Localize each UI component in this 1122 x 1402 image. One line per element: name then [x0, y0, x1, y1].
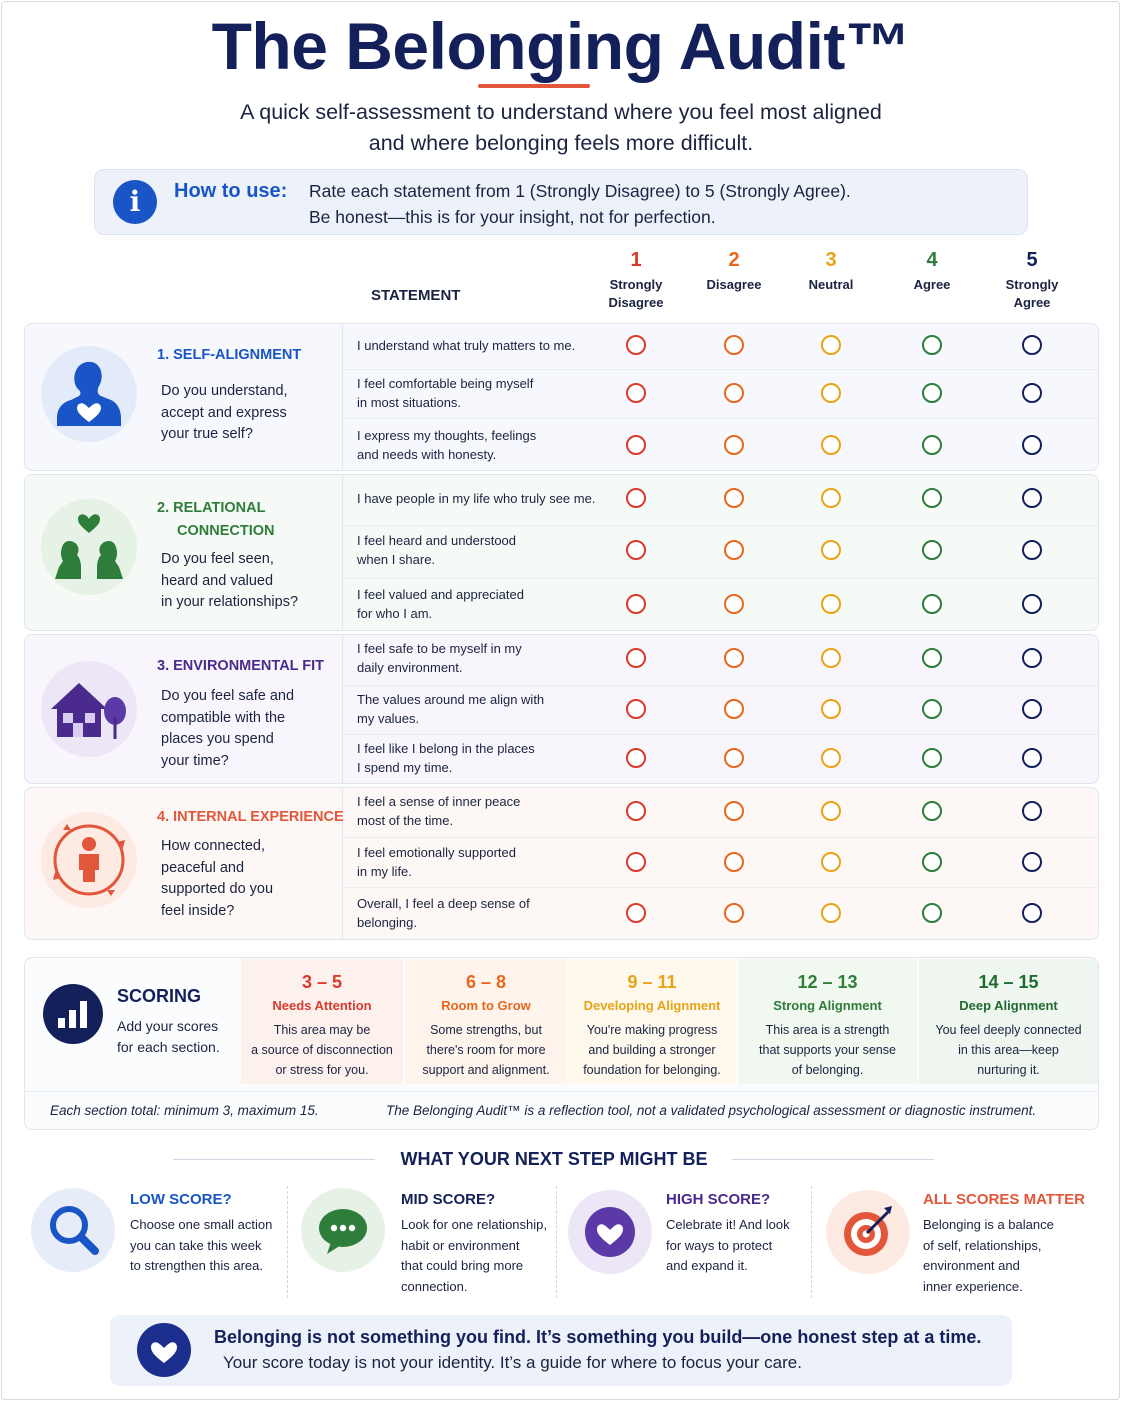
- rating-radio-4[interactable]: [922, 540, 942, 560]
- score-band-description-line: This area may be: [273, 1023, 371, 1037]
- description-line: Do you feel safe and: [161, 688, 295, 704]
- house-tree-icon: [41, 661, 137, 757]
- rating-radio-5[interactable]: [1022, 488, 1042, 508]
- score-band-description-line: in this area—keep: [958, 1043, 1059, 1057]
- next-step-line: you can take this week: [130, 1237, 262, 1253]
- statement-line: I have people in my life who truly see me.: [357, 491, 596, 506]
- next-step-line: to strengthen this area.: [130, 1258, 263, 1273]
- row-divider: [342, 369, 1098, 370]
- rating-radio-1[interactable]: [626, 435, 646, 455]
- rating-radio-1[interactable]: [626, 648, 646, 668]
- statement-line: I feel comfortable being myself: [357, 376, 534, 391]
- rating-radio-4[interactable]: [922, 748, 942, 768]
- rating-radio-3[interactable]: [821, 540, 841, 560]
- statement-line: The values around me align with: [357, 692, 545, 707]
- high-score-text: [666, 1215, 790, 1277]
- score-band-description-line: there's room for more: [426, 1043, 546, 1057]
- description-line: Do you understand,: [161, 383, 288, 399]
- score-band-description-line: of belonging.: [791, 1063, 864, 1077]
- section-total-note: Each section total: minimum 3, maximum 15.: [50, 1103, 319, 1118]
- next-steps-title: WHAT YOUR NEXT STEP MIGHT BE: [400, 1149, 708, 1169]
- how-to-use-line-1: Rate each statement from 1 (Strongly Disagree) to 5 (Strongly Agree).: [309, 181, 851, 201]
- statement-line: most of the time.: [357, 813, 454, 828]
- subtitle-line-2: and where belonging feels more difficult.: [368, 131, 754, 155]
- rating-radio-5[interactable]: [1022, 435, 1042, 455]
- rating-radio-4[interactable]: [922, 699, 942, 719]
- score-band-description-line: You feel deeply connected: [935, 1023, 1082, 1037]
- statement-text: [357, 336, 575, 355]
- next-step-line: Choose one small action: [130, 1217, 273, 1232]
- next-step-line: Celebrate it! And look: [666, 1217, 790, 1232]
- heart-icon: [137, 1323, 191, 1377]
- statement-line: I feel emotionally supported: [357, 845, 516, 860]
- statement-line: in my life.: [357, 864, 412, 879]
- description-line: compatible with the: [161, 709, 286, 726]
- description-line: in your relationships?: [161, 594, 299, 610]
- section-title-line: CONNECTION: [177, 523, 275, 539]
- next-steps-divider: [811, 1186, 812, 1298]
- rating-radio-4[interactable]: [922, 488, 942, 508]
- statement-line: in most situations.: [357, 395, 462, 410]
- rating-radio-5[interactable]: [1022, 594, 1042, 614]
- all-scores-heading: ALL SCORES MATTER: [923, 1191, 1085, 1208]
- score-band-description-line: and building a stronger: [588, 1043, 716, 1057]
- rating-radio-2[interactable]: [724, 488, 744, 508]
- person-cycle-icon: [41, 812, 137, 908]
- section-icon-circle: [41, 812, 137, 908]
- score-range: 9 – 11: [627, 972, 677, 992]
- rating-radio-2[interactable]: [724, 335, 744, 355]
- rating-column-4: [882, 249, 982, 294]
- heart-icon: [568, 1190, 652, 1274]
- info-icon: i: [113, 180, 157, 224]
- score-band-description: [568, 1020, 736, 1080]
- rating-radio-3[interactable]: [821, 488, 841, 508]
- score-band-description-line: a source of disconnection: [251, 1043, 393, 1057]
- rating-radio-5[interactable]: [1022, 648, 1042, 668]
- rating-label: [982, 276, 1082, 312]
- score-band-description-line: You're making progress: [586, 1023, 718, 1037]
- row-divider: [342, 685, 1098, 686]
- how-to-use-line-2: Be honest—this is for your insight, not for perfection.: [309, 206, 716, 227]
- rating-radio-3[interactable]: [821, 594, 841, 614]
- closing-message-headline: Belonging is not something you find. It’s something you build—one honest step at a time.: [214, 1327, 982, 1347]
- rating-radio-5[interactable]: [1022, 540, 1042, 560]
- rating-label: [684, 276, 784, 294]
- low-score-text: [130, 1215, 272, 1277]
- description-line: your time?: [161, 752, 229, 769]
- rating-radio-5[interactable]: [1022, 748, 1042, 768]
- magnifier-icon: [31, 1188, 115, 1272]
- section-description: [161, 381, 288, 446]
- section-title: [157, 497, 274, 543]
- next-step-line: inner experience.: [923, 1278, 1023, 1294]
- next-steps-divider: [287, 1186, 288, 1298]
- statement-line: my values.: [357, 711, 420, 726]
- statement-line: I feel heard and understood: [357, 533, 517, 548]
- score-band-description-line: support and alignment.: [422, 1063, 550, 1077]
- score-band: [241, 959, 403, 1084]
- rating-radio-3[interactable]: [821, 699, 841, 719]
- score-band-description-line: nurturing it.: [977, 1063, 1040, 1077]
- mid-score-heading: MID SCORE?: [401, 1191, 496, 1208]
- rating-radio-4[interactable]: [922, 594, 942, 614]
- statement-text: [357, 489, 595, 508]
- rating-radio-2[interactable]: [724, 748, 744, 768]
- score-range: 3 – 5: [301, 972, 343, 992]
- next-step-line: Look for one relationship,: [401, 1217, 547, 1232]
- score-band-description-line: or stress for you.: [275, 1063, 369, 1077]
- statement-text: [357, 585, 524, 623]
- rating-label-line: Disagree: [706, 277, 762, 292]
- rating-radio-4[interactable]: [922, 801, 942, 821]
- rating-radio-1[interactable]: [626, 699, 646, 719]
- all-scores-text: [923, 1215, 1054, 1297]
- rating-radio-3[interactable]: [821, 903, 841, 923]
- rating-radio-3[interactable]: [821, 383, 841, 403]
- rating-radio-1[interactable]: [626, 335, 646, 355]
- score-band-description-line: This area is a strength: [765, 1023, 890, 1037]
- row-divider: [342, 525, 1098, 526]
- next-step-line: and expand it.: [666, 1258, 748, 1273]
- target-icon: [826, 1190, 910, 1274]
- statement-line: and needs with honesty.: [357, 447, 497, 462]
- statement-text: [357, 426, 536, 464]
- rating-radio-3[interactable]: [821, 648, 841, 668]
- rating-number: 1: [630, 249, 642, 271]
- section-title: 4. INTERNAL EXPERIENCE: [157, 809, 344, 825]
- section-description: [161, 549, 298, 614]
- rating-radio-2[interactable]: [724, 540, 744, 560]
- chat-bubble-icon: [301, 1188, 385, 1272]
- rating-radio-2[interactable]: [724, 699, 744, 719]
- statement-line: I feel safe to be myself in my: [357, 641, 522, 656]
- statement-text: [357, 690, 544, 728]
- score-band-name: Room to Grow: [441, 998, 531, 1013]
- rating-radio-1[interactable]: [626, 488, 646, 508]
- rating-radio-1[interactable]: [626, 594, 646, 614]
- rating-label: [586, 276, 686, 312]
- high-score-heading: HIGH SCORE?: [666, 1191, 771, 1208]
- section-icon-circle: [41, 499, 137, 595]
- rating-radio-4[interactable]: [922, 435, 942, 455]
- page-title: The Belonging Audit™: [211, 9, 911, 83]
- description-line: feel inside?: [161, 902, 235, 919]
- rating-radio-2[interactable]: [724, 801, 744, 821]
- rating-radio-3[interactable]: [821, 335, 841, 355]
- score-band-name: Developing Alignment: [583, 998, 721, 1013]
- rating-radio-2[interactable]: [724, 383, 744, 403]
- statement-line: I feel valued and appreciated: [357, 587, 524, 602]
- description-line: peaceful and: [161, 859, 245, 876]
- rating-radio-1[interactable]: [626, 852, 646, 872]
- scoring-instruction-line: for each section.: [117, 1039, 220, 1055]
- next-step-line: of self, relationships,: [923, 1237, 1042, 1253]
- rating-radio-3[interactable]: [821, 852, 841, 872]
- description-line: How connected,: [161, 838, 265, 854]
- rating-label-line: Strongly: [609, 277, 663, 292]
- statement-text: [357, 843, 516, 881]
- closing-message-subline: Your score today is not your identity. It’s a guide for where to focus your care.: [223, 1353, 802, 1372]
- rating-number: 3: [825, 249, 837, 271]
- rating-radio-3[interactable]: [821, 801, 841, 821]
- statement-line: I express my thoughts, feelings: [357, 428, 537, 443]
- scoring-divider: [24, 1091, 1099, 1092]
- next-step-line: for ways to protect: [666, 1237, 773, 1253]
- disclaimer-note: The Belonging Audit™ is a reflection tool, not a validated psychological assessment or diagnostic instrument.: [386, 1103, 1037, 1118]
- rating-radio-5[interactable]: [1022, 852, 1042, 872]
- score-band-name: Strong Alignment: [773, 998, 882, 1013]
- mid-score-text: [401, 1215, 547, 1297]
- statement-line: for who I am.: [357, 606, 433, 621]
- section-title: 1. SELF-ALIGNMENT: [157, 347, 302, 363]
- description-line: places you spend: [161, 731, 274, 747]
- next-step-line: environment and: [923, 1258, 1020, 1273]
- row-divider: [342, 887, 1098, 888]
- description-line: Do you feel seen,: [161, 551, 274, 567]
- score-band-description: [919, 1020, 1098, 1080]
- rating-radio-1[interactable]: [626, 540, 646, 560]
- statement-line: daily environment.: [357, 660, 463, 675]
- score-range: 12 – 13: [797, 972, 858, 992]
- next-step-line: that could bring more: [401, 1258, 524, 1273]
- rating-radio-3[interactable]: [821, 435, 841, 455]
- score-band-description: [405, 1020, 567, 1080]
- statement-line: I understand what truly matters to me.: [357, 338, 576, 353]
- how-to-use-label: How to use:: [174, 180, 288, 202]
- rating-radio-5[interactable]: [1022, 699, 1042, 719]
- rating-radio-4[interactable]: [922, 852, 942, 872]
- statement-line: I spend my time.: [357, 760, 453, 775]
- statement-line: when I share.: [357, 552, 436, 567]
- rating-label-line: Strongly: [1005, 277, 1059, 292]
- description-line: supported do you: [161, 881, 274, 897]
- rating-number: 4: [926, 249, 938, 271]
- rating-column-2: [684, 249, 784, 294]
- person-heart-icon: [41, 346, 137, 442]
- row-divider: [342, 734, 1098, 735]
- statement-text: [357, 374, 533, 412]
- next-steps-divider: [556, 1186, 557, 1298]
- score-band: [738, 959, 917, 1084]
- rating-radio-1[interactable]: [626, 748, 646, 768]
- rating-radio-5[interactable]: [1022, 903, 1042, 923]
- rating-radio-1[interactable]: [626, 801, 646, 821]
- description-line: your true self?: [161, 426, 253, 442]
- page-subtitle: [0, 97, 1122, 159]
- row-divider: [342, 418, 1098, 419]
- score-band: [405, 959, 567, 1084]
- how-to-use-text: [309, 179, 851, 230]
- rating-radio-2[interactable]: [724, 594, 744, 614]
- rating-radio-3[interactable]: [821, 748, 841, 768]
- closing-message-box: [110, 1315, 1012, 1386]
- rating-radio-5[interactable]: [1022, 383, 1042, 403]
- score-band-description: [738, 1020, 917, 1080]
- score-band-name: Deep Alignment: [959, 998, 1058, 1013]
- score-band-description-line: foundation for belonging.: [583, 1063, 721, 1077]
- rating-number: 5: [1026, 249, 1038, 271]
- low-score-heading: LOW SCORE?: [130, 1191, 232, 1208]
- rating-label-line: Disagree: [608, 295, 664, 310]
- scoring-title: SCORING: [117, 986, 202, 1006]
- statement-column-header: STATEMENT: [371, 287, 461, 304]
- score-band-description: [241, 1020, 403, 1080]
- rating-number: 2: [728, 249, 740, 271]
- section-description: [161, 686, 294, 772]
- scoring-instructions: [117, 1016, 220, 1058]
- section-icon-circle: [41, 661, 137, 757]
- section-title: 3. ENVIRONMENTAL FIT: [157, 658, 325, 674]
- score-range: 14 – 15: [978, 972, 1039, 992]
- rating-radio-4[interactable]: [922, 648, 942, 668]
- rating-radio-1[interactable]: [626, 903, 646, 923]
- rating-label: [882, 276, 982, 294]
- statement-line: Overall, I feel a deep sense of: [357, 896, 530, 911]
- statement-text: [357, 639, 522, 677]
- scoring-instruction-line: Add your scores: [117, 1018, 219, 1034]
- rating-column-5: [982, 249, 1082, 312]
- score-band-name: Needs Attention: [272, 998, 372, 1013]
- rating-label-line: Neutral: [808, 277, 854, 292]
- statement-text: [357, 531, 516, 569]
- next-step-line: habit or environment: [401, 1237, 520, 1253]
- score-band: [919, 959, 1098, 1084]
- rating-radio-4[interactable]: [922, 335, 942, 355]
- section-title-line: 2. RELATIONAL: [157, 500, 266, 516]
- score-band-description-line: Some strengths, but: [430, 1023, 542, 1037]
- section-description: [161, 836, 273, 922]
- score-range: 6 – 8: [465, 972, 507, 992]
- rating-radio-4[interactable]: [922, 903, 942, 923]
- rating-radio-5[interactable]: [1022, 801, 1042, 821]
- rating-label: [781, 276, 881, 294]
- statement-line: belonging.: [357, 915, 417, 930]
- statement-text: [357, 792, 520, 830]
- section-icon-circle: [41, 346, 137, 442]
- next-step-line: Belonging is a balance: [923, 1217, 1054, 1232]
- two-people-heart-icon: [41, 499, 137, 595]
- rating-radio-1[interactable]: [626, 383, 646, 403]
- title-underline: [478, 84, 590, 88]
- statement-text: [357, 894, 530, 932]
- rating-label-line: Agree: [1013, 295, 1051, 310]
- bar-chart-icon: [43, 984, 103, 1044]
- rating-radio-2[interactable]: [724, 903, 744, 923]
- statement-text: [357, 739, 535, 777]
- next-step-line: connection.: [401, 1278, 468, 1294]
- row-divider: [342, 578, 1098, 579]
- row-divider: [342, 837, 1098, 838]
- description-line: accept and express: [161, 404, 287, 421]
- rating-label-line: Agree: [913, 277, 951, 292]
- rating-column-1: [586, 249, 686, 312]
- rating-radio-5[interactable]: [1022, 335, 1042, 355]
- statement-line: I feel like I belong in the places: [357, 741, 535, 756]
- score-band: [568, 959, 736, 1084]
- rating-radio-2[interactable]: [724, 852, 744, 872]
- rating-column-3: [781, 249, 881, 294]
- rating-radio-2[interactable]: [724, 435, 744, 455]
- statement-line: I feel a sense of inner peace: [357, 794, 521, 809]
- rating-radio-4[interactable]: [922, 383, 942, 403]
- description-line: heard and valued: [161, 572, 274, 589]
- subtitle-line-1: A quick self-assessment to understand where you feel most aligned: [240, 100, 882, 124]
- rating-radio-2[interactable]: [724, 648, 744, 668]
- score-band-description-line: that supports your sense: [759, 1043, 896, 1057]
